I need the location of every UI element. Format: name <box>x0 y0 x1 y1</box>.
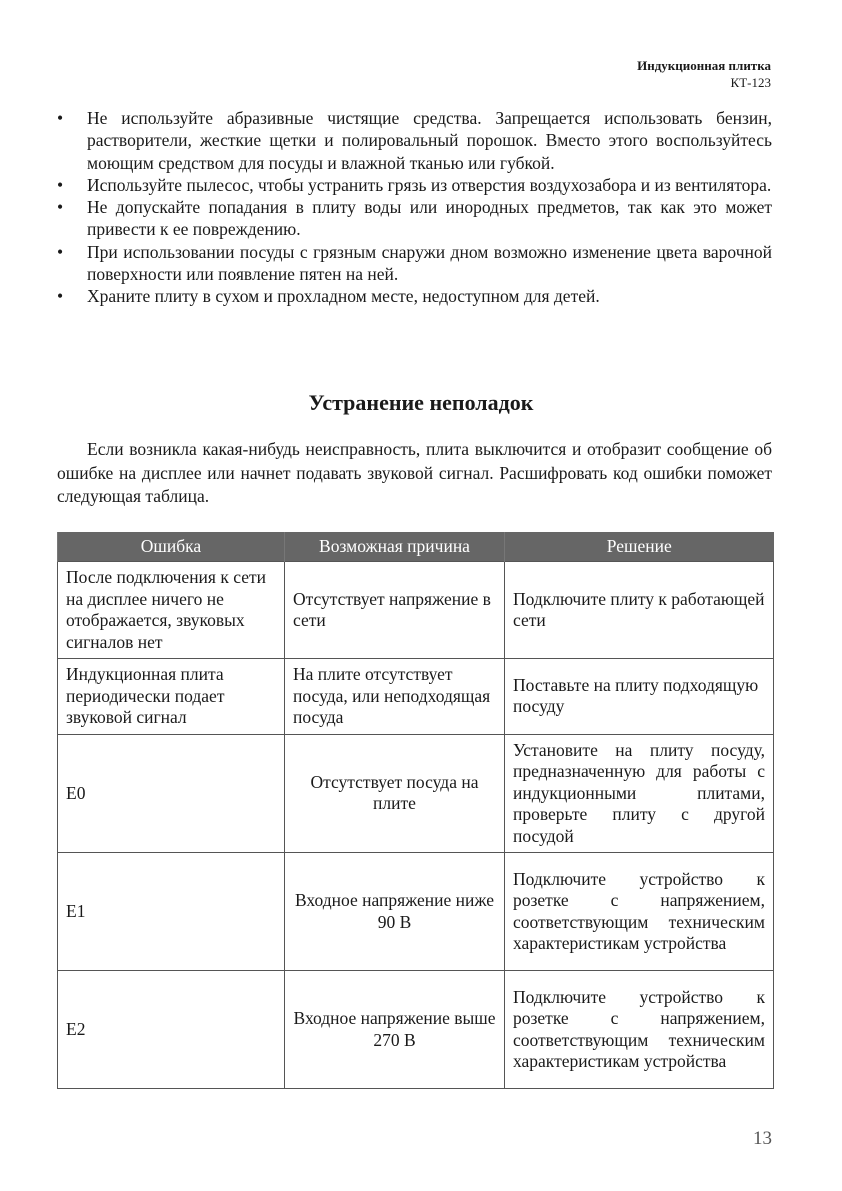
bullet-icon: • <box>57 108 64 128</box>
care-instructions-list <box>57 107 772 308</box>
solution-cell: Подключите устройство к розетке с напряжением, соответствующим техническим характеристикам устройства <box>505 971 774 1089</box>
error-cell: Индукционная плита периодически подает звуковой сигнал <box>58 659 285 735</box>
table-row <box>58 659 774 735</box>
list-item-text: Не используйте абразивные чистящие средства. Запрещается использовать бензин, растворители, жесткие щетки и полировальный порошок. Вместо этого воспользуйтесь моющим средством для посуды и влажной тканью или губкой. <box>87 108 772 173</box>
solution-cell: Подключите устройство к розетке с напряжением, соответствующим техническим характеристикам устройства <box>505 853 774 971</box>
table-row <box>58 562 774 659</box>
list-item-text: Используйте пылесос, чтобы устранить грязь из отверстия воздухозабора и из вентилятора. <box>87 174 772 195</box>
bullet-icon: • <box>57 197 64 218</box>
column-header-cause: Возможная причина <box>285 532 505 562</box>
header-model: КТ-123 <box>730 75 771 90</box>
cause-cell: На плите отсутствует посуда, или неподходящая посуда <box>285 659 505 735</box>
list-item <box>57 107 772 174</box>
table-row <box>58 853 774 971</box>
troubleshooting-table <box>57 532 774 1089</box>
page-header <box>637 57 771 91</box>
header-title: Индукционная плитка <box>637 58 771 73</box>
list-item <box>57 285 772 307</box>
list-item-text: Храните плиту в сухом и прохладном месте, недоступном для детей. <box>87 286 600 307</box>
error-cell: E1 <box>58 853 285 971</box>
section-title: Устранение неполадок <box>308 390 534 415</box>
table-row <box>58 734 774 853</box>
bullet-icon: • <box>57 241 64 262</box>
column-header-error: Ошибка <box>58 532 285 562</box>
list-item <box>57 196 772 241</box>
list-item <box>57 241 772 286</box>
error-cell: После подключения к сети на дисплее ничего не отображается, звуковых сигналов нет <box>58 562 285 659</box>
table-row <box>58 971 774 1089</box>
bullet-icon: • <box>57 286 64 307</box>
cause-cell: Входное напряжение выше 270 В <box>285 971 505 1089</box>
cause-cell: Отсутствует посуда на плите <box>285 734 505 853</box>
list-item-text: Не допускайте попадания в плиту воды или инородных предметов, так как это может привести к ее повреждению. <box>87 197 772 240</box>
bullet-icon: • <box>57 174 64 195</box>
list-item <box>57 174 772 196</box>
cause-cell: Входное напряжение ниже 90 В <box>285 853 505 971</box>
error-cell: E0 <box>58 734 285 853</box>
list-item-text: При использовании посуды с грязным снаружи дном возможно изменение цвета варочной поверхности или появление пятен на ней. <box>87 241 772 285</box>
solution-cell: Установите на плиту посуду, предназначенную для работы с индукционными плитами, проверьте плиту с другой посудой <box>505 734 774 853</box>
table-header-row <box>58 532 774 562</box>
error-cell: E2 <box>58 971 285 1089</box>
cause-cell: Отсутствует напряжение в сети <box>285 562 505 659</box>
solution-cell: Поставьте на плиту подходящую посуду <box>505 659 774 735</box>
column-header-solution: Решение <box>505 532 774 562</box>
page-number: 13 <box>753 1128 772 1149</box>
intro-paragraph: Если возникла какая-нибудь неисправность, плита выключится и отобразит сообщение об ошибке на дисплее или начнет подавать звуковой сигнал. Расшифровать код ошибки поможет следующая таблица. <box>57 439 772 506</box>
solution-cell: Подключите плиту к работающей сети <box>505 562 774 659</box>
